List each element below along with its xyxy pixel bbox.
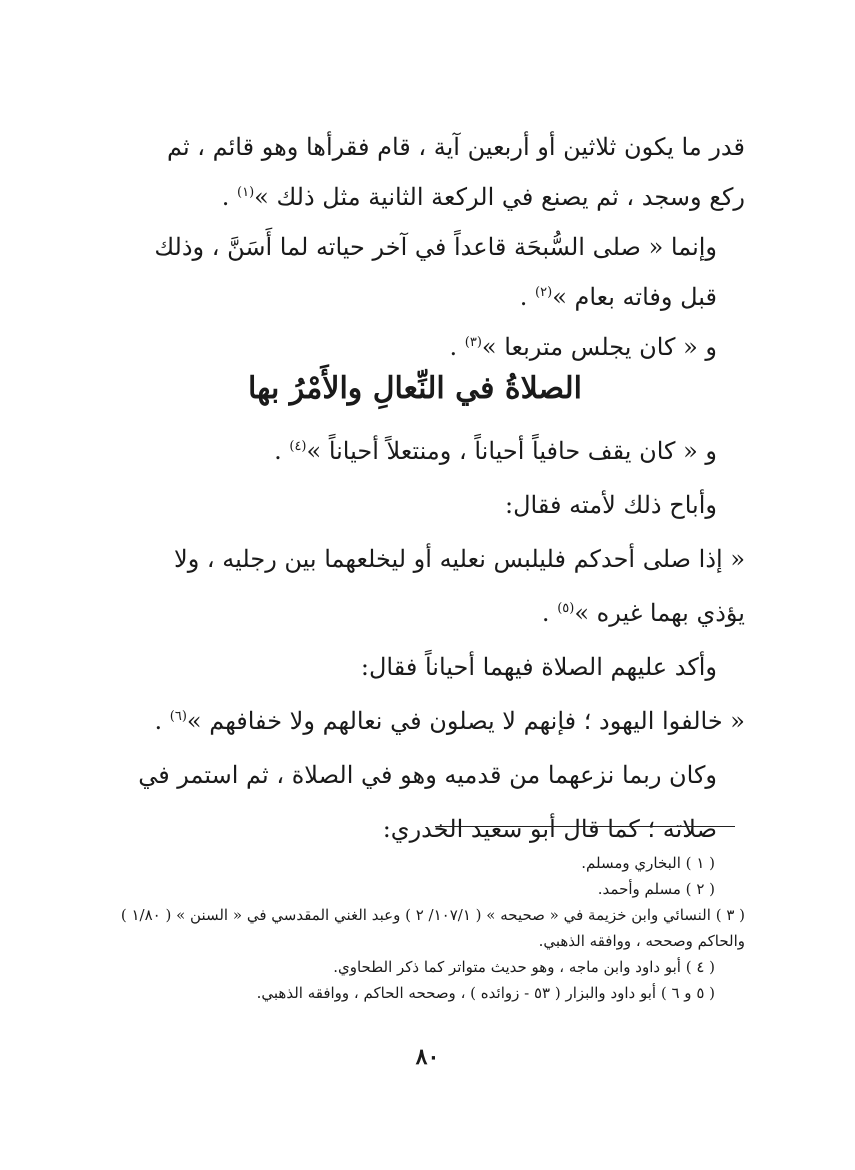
paragraph: و « كان يقف حافياً أحياناً ، ومنتعلاً أحياناً »$^{(٤)}$ . xyxy=(274,437,717,465)
page-number: ٨٠ xyxy=(415,1044,440,1070)
paragraph: وأباح ذلك لأمته فقال: xyxy=(505,491,717,519)
footnote-marker: (٦) xyxy=(169,709,187,724)
paragraph: وإنما « صلى السُّبحَة قاعداً في آخر حياته لما أَسَنَّ ، وذلك قبل وفاته بعام »$^{(٢)}$ . xyxy=(154,233,717,311)
footnote-separator xyxy=(435,826,735,827)
footnote-marker: (٥) xyxy=(557,601,575,616)
body-text-upper xyxy=(125,122,745,372)
footnote-marker: (١) xyxy=(237,185,255,200)
footnote: ( ٣ ) النسائي وابن خزيمة في « صحيحه » ( ١٠٧/١/ ٢ ) وعبد الغني المقدسي في « السنن » ( ١/٨٠ ) والحاكم وصححه ، ووافقه الذهبي. xyxy=(120,906,745,950)
body-text-lower xyxy=(125,424,745,856)
footnote-marker: (٢) xyxy=(535,285,553,300)
section-heading: الصلاةُ في النِّعالِ والأَمْرُ بها xyxy=(247,371,583,406)
paragraph: وكان ربما نزعهما من قدميه وهو في الصلاة ، ثم استمر في صلاته ؛ كما قال أبو سعيد الخدري: xyxy=(138,761,717,843)
footnote: ( ٥ و ٦ ) أبو داود والبزار ( ٥٣ - زوائده ) ، وصححه الحاكم ، ووافقه الذهبي. xyxy=(256,984,715,1002)
paragraph: « خالفوا اليهود ؛ فإنهم لا يصلون في نعالهم ولا خفافهم »$^{(٦)}$ . xyxy=(154,707,745,735)
footnote-marker: (٣) xyxy=(464,335,482,350)
paragraph: « إذا صلى أحدكم فليلبس نعليه أو ليخلعهما بين رجليه ، ولا يؤذي بهما غيره »$^{(٥)}$ . xyxy=(174,545,745,627)
footnote-marker: (٤) xyxy=(289,439,307,454)
paragraph: وأكد عليهم الصلاة فيهما أحياناً فقال: xyxy=(360,653,717,681)
footnote: ( ٤ ) أبو داود وابن ماجه ، وهو حديث متواتر كما ذكر الطحاوي. xyxy=(333,958,715,976)
paragraph: قدر ما يكون ثلاثين أو أربعين آية ، قام فقرأها وهو قائم ، ثم ركع وسجد ، ثم يصنع في الركعة الثانية مثل ذلك »$^{(١)}$ . xyxy=(166,133,745,211)
paragraph: و « كان يجلس متربعا »$^{(٣)}$ . xyxy=(449,333,717,361)
footnote: ( ١ ) البخاري ومسلم. xyxy=(581,854,715,872)
footnote: ( ٢ ) مسلم وأحمد. xyxy=(597,880,715,898)
footnotes xyxy=(105,850,745,1006)
